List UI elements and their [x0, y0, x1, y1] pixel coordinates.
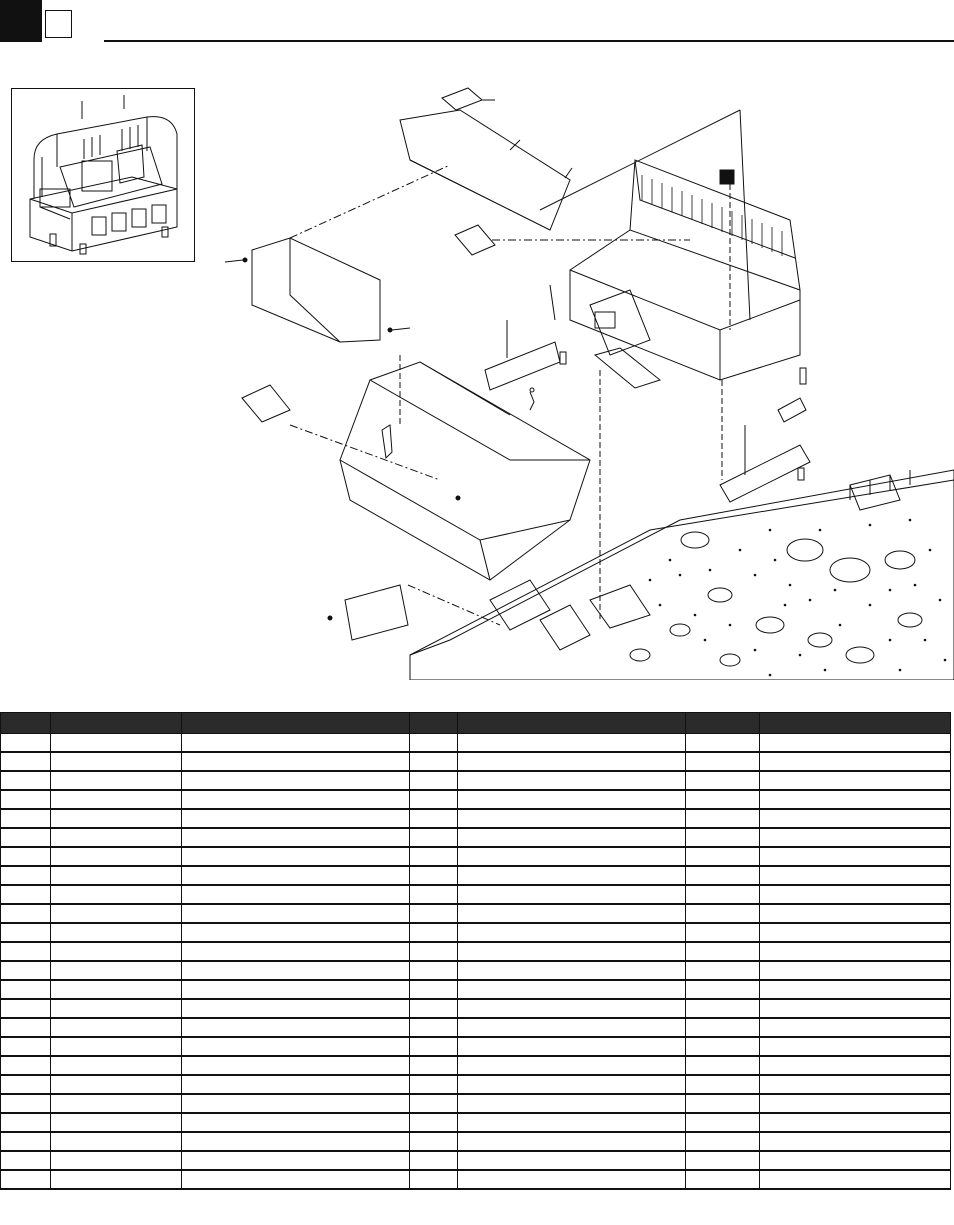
- parts-table-body: [1, 734, 951, 1190]
- table-header-cell: [458, 713, 686, 734]
- rail-right: [720, 445, 810, 502]
- table-cell: [760, 734, 951, 753]
- table-cell: [182, 999, 410, 1018]
- table-cell: [1, 1018, 51, 1037]
- table-cell: [458, 980, 686, 999]
- table-row: [1, 980, 951, 999]
- table-cell: [686, 923, 760, 942]
- table-cell: [458, 752, 686, 771]
- table-row: [1, 904, 951, 923]
- table-cell: [686, 1075, 760, 1094]
- table-cell: [458, 828, 686, 847]
- label-card-mid: [455, 225, 495, 255]
- table-cell: [458, 809, 686, 828]
- table-cell: [51, 771, 182, 790]
- table-cell: [51, 752, 182, 771]
- table-cell: [686, 904, 760, 923]
- table-cell: [182, 1132, 410, 1151]
- table-cell: [686, 847, 760, 866]
- table-cell: [686, 1132, 760, 1151]
- exploded-parts-diagram: [210, 80, 954, 685]
- table-cell: [458, 866, 686, 885]
- table-header-cell: [1, 713, 51, 734]
- parts-table: [0, 712, 951, 1190]
- table-cell: [51, 1113, 182, 1132]
- table-row: [1, 923, 951, 942]
- table-cell: [410, 980, 458, 999]
- table-cell: [458, 961, 686, 980]
- table-cell: [182, 1094, 410, 1113]
- rail-left: [485, 342, 560, 390]
- table-cell: [686, 771, 760, 790]
- table-cell: [182, 1037, 410, 1056]
- table-cell: [182, 885, 410, 904]
- table-row: [1, 752, 951, 771]
- table-cell: [51, 1151, 182, 1170]
- table-cell: [760, 1056, 951, 1075]
- table-cell: [686, 885, 760, 904]
- table-cell: [182, 847, 410, 866]
- table-cell: [1, 752, 51, 771]
- table-cell: [686, 752, 760, 771]
- table-cell: [182, 1151, 410, 1170]
- table-cell: [760, 1037, 951, 1056]
- table-header-cell: [410, 713, 458, 734]
- table-header-cell: [686, 713, 760, 734]
- base-plate: [410, 470, 954, 680]
- table-header-cell: [51, 713, 182, 734]
- table-cell: [760, 904, 951, 923]
- table-cell: [410, 847, 458, 866]
- table-cell: [686, 961, 760, 980]
- exploded-view-drawing: [210, 80, 954, 680]
- table-row: [1, 1151, 951, 1170]
- table-cell: [458, 790, 686, 809]
- table-row: [1, 771, 951, 790]
- table-row: [1, 809, 951, 828]
- table-cell: [1, 1094, 51, 1113]
- table-cell: [51, 1056, 182, 1075]
- table-cell: [686, 828, 760, 847]
- table-cell: [182, 809, 410, 828]
- front-hopper: [340, 362, 590, 580]
- table-row: [1, 961, 951, 980]
- table-cell: [686, 790, 760, 809]
- table-cell: [1, 828, 51, 847]
- table-cell: [51, 999, 182, 1018]
- table-cell: [1, 923, 51, 942]
- table-cell: [760, 790, 951, 809]
- table-cell: [1, 809, 51, 828]
- table-header-row: [1, 713, 951, 734]
- table-row: [1, 885, 951, 904]
- table-cell: [760, 1132, 951, 1151]
- table-cell: [410, 961, 458, 980]
- table-row: [1, 1056, 951, 1075]
- table-header-cell: [182, 713, 410, 734]
- table-cell: [760, 885, 951, 904]
- table-cell: [410, 771, 458, 790]
- table-cell: [686, 1151, 760, 1170]
- table-cell: [182, 1113, 410, 1132]
- table-cell: [51, 1075, 182, 1094]
- table-cell: [458, 1170, 686, 1189]
- table-cell: [686, 866, 760, 885]
- table-cell: [1, 847, 51, 866]
- table-cell: [1, 904, 51, 923]
- table-cell: [51, 734, 182, 753]
- bottom-bracket: [345, 585, 408, 640]
- table-row: [1, 1170, 951, 1189]
- table-cell: [410, 790, 458, 809]
- table-cell: [1, 885, 51, 904]
- table-cell: [410, 999, 458, 1018]
- table-cell: [1, 980, 51, 999]
- table-cell: [1, 942, 51, 961]
- table-cell: [410, 866, 458, 885]
- table-cell: [410, 923, 458, 942]
- table-cell: [182, 980, 410, 999]
- section-tab: [0, 0, 42, 42]
- table-cell: [458, 771, 686, 790]
- table-cell: [1, 771, 51, 790]
- table-cell: [1, 1113, 51, 1132]
- table-cell: [1, 1151, 51, 1170]
- table-cell: [1, 1056, 51, 1075]
- flat-strip: [595, 348, 660, 388]
- table-cell: [182, 1018, 410, 1037]
- table-cell: [410, 1170, 458, 1189]
- table-cell: [182, 923, 410, 942]
- machine-overview-thumbnail: [11, 88, 195, 262]
- table-cell: [686, 809, 760, 828]
- table-row: [1, 942, 951, 961]
- table-row: [1, 866, 951, 885]
- table-row: [1, 999, 951, 1018]
- table-cell: [1, 1170, 51, 1189]
- main-chassis: [570, 230, 800, 380]
- table-row: [1, 790, 951, 809]
- table-cell: [760, 752, 951, 771]
- table-cell: [760, 1170, 951, 1189]
- table-cell: [760, 771, 951, 790]
- table-cell: [51, 1037, 182, 1056]
- table-cell: [182, 1075, 410, 1094]
- table-cell: [760, 1113, 951, 1132]
- table-cell: [458, 1037, 686, 1056]
- table-cell: [760, 1075, 951, 1094]
- label-card-top: [442, 88, 482, 110]
- table-cell: [410, 809, 458, 828]
- table-cell: [182, 866, 410, 885]
- table-cell: [182, 904, 410, 923]
- machine-overview-drawing: [12, 89, 194, 261]
- table-cell: [458, 1018, 686, 1037]
- top-cover-plate: [400, 110, 570, 230]
- table-cell: [410, 1075, 458, 1094]
- table-cell: [1, 734, 51, 753]
- table-cell: [458, 1094, 686, 1113]
- table-cell: [760, 866, 951, 885]
- table-cell: [458, 847, 686, 866]
- table-cell: [458, 1113, 686, 1132]
- table-cell: [1, 790, 51, 809]
- table-cell: [760, 1094, 951, 1113]
- table-cell: [686, 1037, 760, 1056]
- table-cell: [51, 942, 182, 961]
- table-cell: [51, 1018, 182, 1037]
- table-header-cell: [760, 713, 951, 734]
- table-cell: [51, 1132, 182, 1151]
- table-cell: [1, 1037, 51, 1056]
- table-cell: [458, 734, 686, 753]
- table-cell: [686, 942, 760, 961]
- table-cell: [686, 1094, 760, 1113]
- table-cell: [51, 1170, 182, 1189]
- section-box: [45, 10, 72, 38]
- table-row: [1, 1132, 951, 1151]
- table-cell: [51, 847, 182, 866]
- table-cell: [51, 885, 182, 904]
- table-cell: [686, 734, 760, 753]
- table-cell: [686, 1170, 760, 1189]
- label-card-left: [242, 385, 290, 422]
- table-cell: [760, 999, 951, 1018]
- table-row: [1, 734, 951, 753]
- table-cell: [410, 734, 458, 753]
- table-row: [1, 1018, 951, 1037]
- table-cell: [1, 866, 51, 885]
- table-cell: [51, 961, 182, 980]
- table-row: [1, 1113, 951, 1132]
- table-cell: [458, 1056, 686, 1075]
- table-row: [1, 1037, 951, 1056]
- table-cell: [51, 828, 182, 847]
- table-cell: [410, 885, 458, 904]
- header-rule: [104, 40, 954, 42]
- table-cell: [458, 1075, 686, 1094]
- side-box: [252, 238, 380, 342]
- table-cell: [182, 942, 410, 961]
- table-cell: [686, 1113, 760, 1132]
- table-row: [1, 1094, 951, 1113]
- table-cell: [410, 1018, 458, 1037]
- table-cell: [51, 904, 182, 923]
- table-row: [1, 828, 951, 847]
- table-cell: [410, 1056, 458, 1075]
- table-cell: [686, 1018, 760, 1037]
- table-cell: [686, 999, 760, 1018]
- table-cell: [182, 752, 410, 771]
- table-cell: [410, 1151, 458, 1170]
- table-cell: [1, 1075, 51, 1094]
- table-cell: [182, 1056, 410, 1075]
- table-cell: [410, 1132, 458, 1151]
- table-cell: [51, 790, 182, 809]
- table-cell: [182, 790, 410, 809]
- table-cell: [51, 923, 182, 942]
- table-cell: [182, 828, 410, 847]
- table-cell: [410, 904, 458, 923]
- table-cell: [410, 942, 458, 961]
- table-cell: [458, 904, 686, 923]
- table-cell: [51, 866, 182, 885]
- table-cell: [458, 1132, 686, 1151]
- table-cell: [410, 1113, 458, 1132]
- table-cell: [686, 1056, 760, 1075]
- table-cell: [182, 734, 410, 753]
- table-cell: [760, 809, 951, 828]
- table-cell: [182, 771, 410, 790]
- table-cell: [410, 828, 458, 847]
- table-cell: [410, 1037, 458, 1056]
- table-cell: [182, 961, 410, 980]
- table-row: [1, 847, 951, 866]
- table-cell: [760, 828, 951, 847]
- table-cell: [760, 1018, 951, 1037]
- table-cell: [760, 1151, 951, 1170]
- table-cell: [410, 1094, 458, 1113]
- table-cell: [458, 999, 686, 1018]
- table-cell: [182, 1170, 410, 1189]
- table-row: [1, 1075, 951, 1094]
- table-cell: [51, 1094, 182, 1113]
- table-cell: [760, 847, 951, 866]
- table-cell: [760, 961, 951, 980]
- table-cell: [760, 923, 951, 942]
- table-cell: [458, 923, 686, 942]
- table-cell: [686, 980, 760, 999]
- table-cell: [51, 980, 182, 999]
- table-cell: [1, 961, 51, 980]
- table-cell: [1, 999, 51, 1018]
- table-cell: [410, 752, 458, 771]
- table-cell: [458, 942, 686, 961]
- table-cell: [51, 809, 182, 828]
- table-cell: [760, 980, 951, 999]
- table-cell: [760, 942, 951, 961]
- table-cell: [1, 1132, 51, 1151]
- table-cell: [458, 1151, 686, 1170]
- table-cell: [458, 885, 686, 904]
